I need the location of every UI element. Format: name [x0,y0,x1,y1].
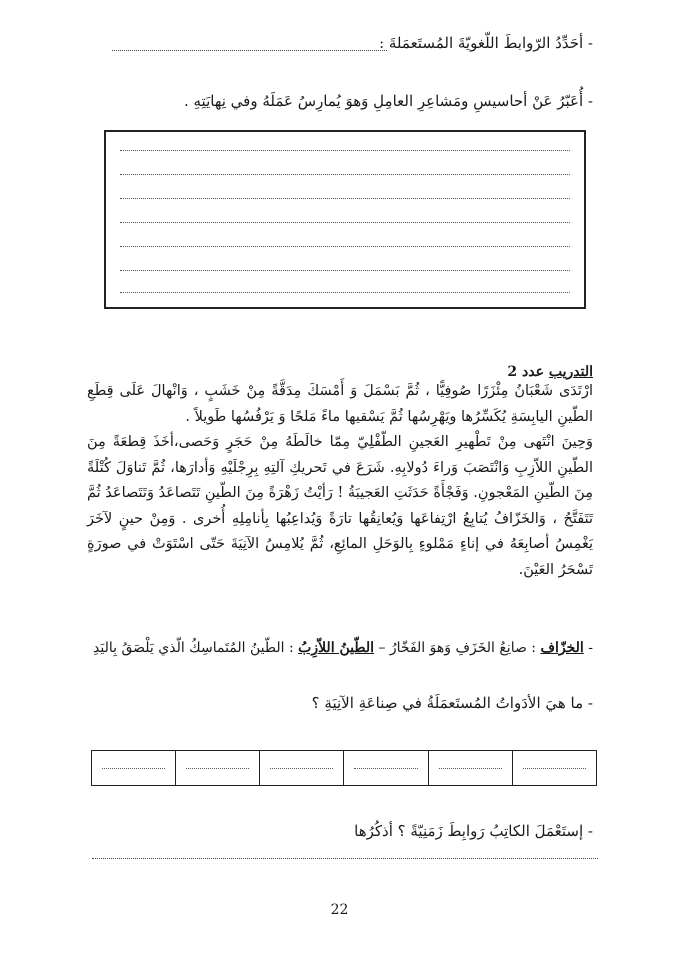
page-number: 22 [330,902,349,918]
exercise-heading-title: التدريب [548,364,593,380]
answer-box-feelings[interactable] [104,130,586,309]
answer-line[interactable] [120,150,570,151]
tools-answer-cell[interactable] [92,751,175,785]
question-time-connectors: - إستَعْمَلَ الكاتِبُ رَوابِطَ زَمَنِيّةً ؟ أذكُرُها [354,822,593,840]
exercise-paragraph-1: ارْتَدَى شَعْبَانُ مِئْزَرًا صُوفِيًّا ، ثُمَّ بَسْمَلَ وَ أَمْسَكَ مِدَقَّةً مِنْ خَشَبٍ ، وَانْهالَ عَلَى قِطَعِ الطّينِ اليابِسَةِ يُكَسِّرُها ويَهْرِسُها ثُمَّ يَسْقيها ماءً مَلحًا وَ يَرْفُسُها طَويلاً . [87,383,593,425]
glossary-term-clay: الطّينُ اللاّزِبُ [298,640,374,656]
answer-line-time-connectors[interactable] [92,858,598,859]
answer-line[interactable] [120,198,570,199]
tools-answer-cell[interactable] [428,751,512,785]
question-connectors: - أحَدِّدُ الرّوابطَ اللّغويّةَ المُستَعمَلةَ : [379,34,593,52]
answer-line-connectors[interactable] [112,50,387,51]
glossary-def-potter: : صانِعُ الخَزَفِ وَهوَ الفَخّارُ – [374,640,541,656]
question-tools: - ما هيَ الأدَواتُ المُستَعمَلَةُ في صِناعَةِ الآنِيَةِ ؟ [311,694,593,712]
exercise-heading [507,364,593,380]
exercise-text [87,379,593,583]
exercise-heading-number: عدد 2 [507,364,544,380]
glossary-lead: - [583,640,593,656]
answer-line[interactable] [120,292,570,293]
tools-answer-cell[interactable] [175,751,259,785]
tools-answer-cell[interactable] [259,751,343,785]
glossary [93,640,593,656]
tools-answer-table [91,750,597,786]
tools-answer-cell[interactable] [512,751,596,785]
answer-line[interactable] [120,246,570,247]
exercise-paragraph-2: وَحِينَ انْتَهى مِنْ تَطْهيرِ العَجينِ الطّفْلِيّ مِمّا خالَطَهُ مِنْ حَجَرٍ وَحَصى،أخَذَ قِطعَةً مِنَ الطّينِ اللاّزِبِ وَانْتَصَبَ وَراءَ دُولابِهِ. شَرَعَ في تَحريكِ آلتِهِ بِرِجْلَيْهِ وَأدارَها، ثُمَّ تَناوَلَ كُتْلَةً مِنَ الطّينِ المَعْجونِ. وَفَجْأَةً حَدَثَتِ العَجيبَةُ ! رَأيْتُ زَهْرَةً مِنَ الطّينِ تَتَصاعَدُ وَتَتَصاعَدُ ثُمَّ تَتَفَتَّحُ ، وَالخَزّافُ يُتابِعُ ارْتِفاعَها وَيُعانِقُها تارَةً وَيُداعِبُها بِأنامِلِهِ أُخرى . وَمِنْ حينٍ لآخَرَ يَغْمِسُ أصابِعَهُ في إناءٍ مَمْلوءٍ بِالوَحَلِ المائِعِ، ثُمَّ يُلامِسُ الآنِيَةَ حَتّى اسْتَوَتْ في صورَةٍ تَسْحَرُ العَيْنَ. [87,434,593,578]
answer-line[interactable] [120,222,570,223]
answer-line[interactable] [120,174,570,175]
glossary-def-clay: : الطّينُ المُتَماسِكُ الّذي يَلْصَقُ بِاليَدِ [93,640,299,656]
question-feelings: - أُعَبّرُ عَنْ أحاسيسِ ومَشاعِرِ العامِلِ وَهوَ يُمارِسُ عَمَلَهُ وفي نِهايَتِهِ . [183,92,593,110]
tools-answer-cell[interactable] [343,751,427,785]
glossary-term-potter: الخزّاف [540,640,584,656]
answer-line[interactable] [120,270,570,271]
